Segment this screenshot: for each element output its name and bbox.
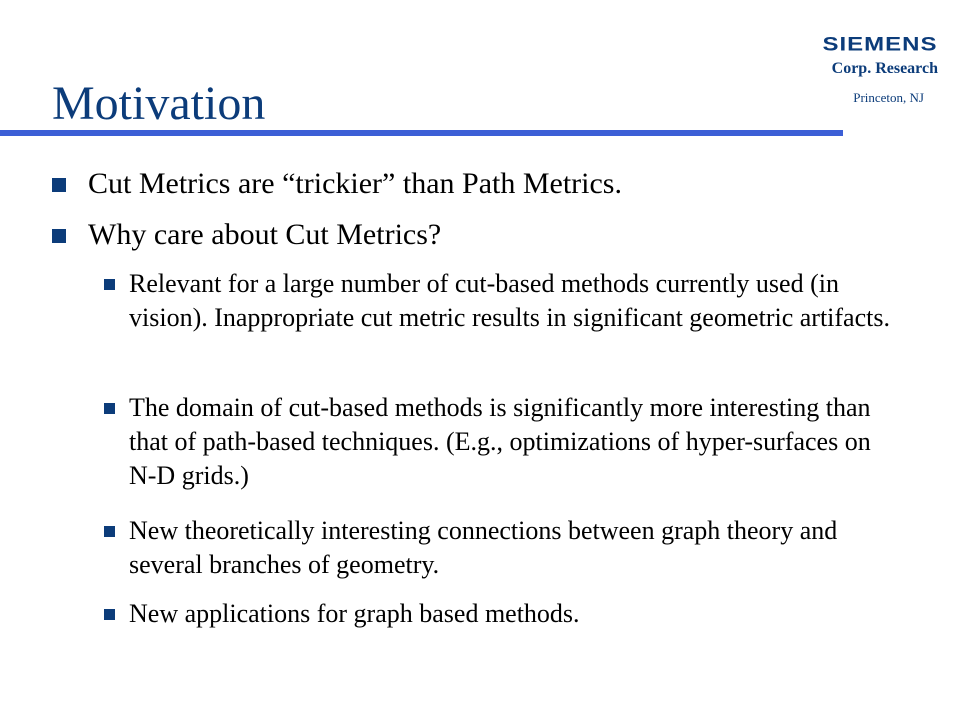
- sub-bullet-text: New applications for graph based methods.: [129, 599, 580, 628]
- sub-bullet-item: [104, 597, 904, 631]
- sub-bullet-item: [104, 391, 904, 493]
- square-bullet-icon: [52, 178, 66, 192]
- title-underline: [0, 130, 843, 136]
- square-bullet-icon: [104, 279, 115, 290]
- location-label: Princeton, NJ: [853, 90, 924, 105]
- square-bullet-icon: [52, 229, 66, 243]
- sub-bullet-text: Relevant for a large number of cut-based methods currently used (in vision). Inappropriate cut metric results in significant geometric artifacts.: [129, 269, 890, 332]
- square-bullet-icon: [104, 526, 115, 537]
- sub-bullet-item: [104, 514, 904, 582]
- sub-bullet-text: New theoretically interesting connections between graph theory and several branches of geometry.: [129, 516, 838, 579]
- slide-title: Motivation: [52, 77, 266, 130]
- brand-wordmark: SIEMENS: [822, 33, 938, 56]
- siemens-logo: [800, 32, 960, 58]
- bullet-text: Why care about Cut Metrics?: [88, 218, 442, 251]
- division-label: Corp. Research: [831, 60, 938, 77]
- sub-bullet-text: The domain of cut-based methods is significantly more interesting than that of path-based techniques. (E.g., optimizations of hyper-surfaces on N-D grids.): [129, 393, 871, 490]
- square-bullet-icon: [104, 609, 115, 620]
- sub-bullet-item: [104, 267, 904, 335]
- bullet-text: Cut Metrics are “trickier” than Path Metrics.: [88, 167, 622, 200]
- square-bullet-icon: [104, 403, 115, 414]
- bullet-item: [52, 164, 912, 204]
- bullet-item: [52, 215, 912, 255]
